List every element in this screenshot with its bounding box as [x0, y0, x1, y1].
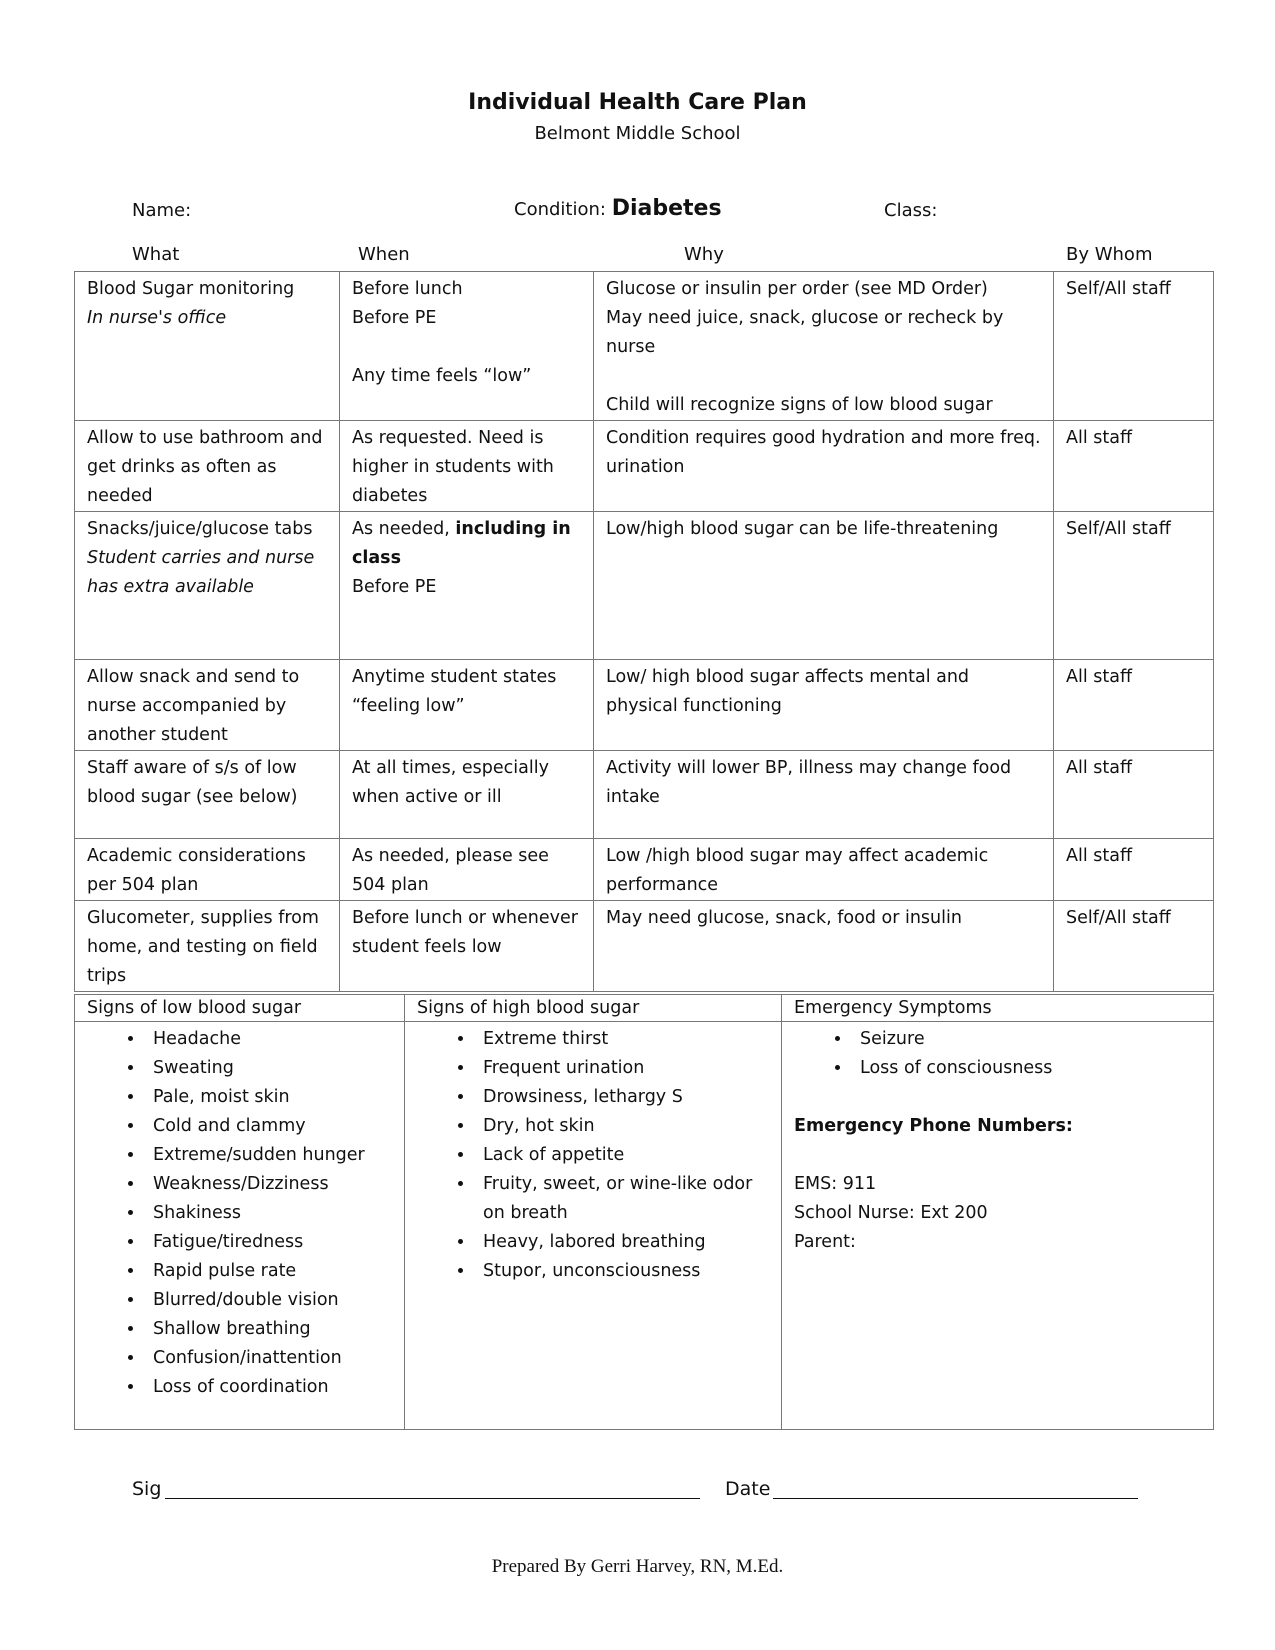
list-item: • Stupor, unconsciousness: [475, 1257, 771, 1286]
care-plan-table: [74, 271, 1214, 992]
emergency-title: Emergency Symptoms: [782, 995, 1214, 1022]
high-signs-title: Signs of high blood sugar: [405, 995, 782, 1022]
phone-parent: Parent:: [794, 1232, 856, 1252]
list-item: • Extreme/sudden hunger: [145, 1141, 394, 1170]
what-note: In nurse's office: [87, 308, 227, 328]
why-cell: Activity will lower BP, illness may change food intake: [594, 751, 1054, 839]
list-item: • Frequent urination: [475, 1054, 771, 1083]
table-row: [75, 751, 1214, 839]
high-signs-list: [405, 1025, 771, 1286]
date-line[interactable]: [773, 1498, 1138, 1499]
column-header-what: What: [132, 244, 180, 265]
signature-label: Sig: [132, 1478, 162, 1500]
why-cell: Condition requires good hydration and more freq. urination: [594, 421, 1054, 512]
school-name: Belmont Middle School: [534, 123, 741, 144]
phone-school-nurse: School Nurse: Ext 200: [794, 1203, 988, 1223]
who-cell: All staff: [1054, 421, 1214, 512]
why-cell: Glucose or insulin per order (see MD Order): [606, 279, 988, 299]
what-cell: Blood Sugar monitoring: [87, 279, 295, 299]
low-signs-list: [75, 1025, 394, 1402]
list-item: • Heavy, labored breathing: [475, 1228, 771, 1257]
list-item: • Seizure: [852, 1025, 1203, 1054]
phone-ems: EMS: 911: [794, 1174, 877, 1194]
signature-line[interactable]: [165, 1498, 700, 1499]
table-row: [75, 839, 1214, 901]
what-cell: Snacks/juice/glucose tabs: [87, 519, 313, 539]
when-cell: Before PE: [352, 577, 437, 597]
condition-value: Diabetes: [611, 196, 722, 221]
table-row: [75, 660, 1214, 751]
what-cell: Academic considerations per 504 plan: [75, 839, 340, 901]
why-cell: Low /high blood sugar may affect academic performance: [594, 839, 1054, 901]
what-cell: Allow snack and send to nurse accompanied by another student: [75, 660, 340, 751]
table-row: [75, 512, 1214, 660]
table-row: [75, 901, 1214, 992]
list-item: • Extreme thirst: [475, 1025, 771, 1054]
table-row: [75, 272, 1214, 421]
list-item: • Loss of coordination: [145, 1373, 394, 1402]
when-text: As needed,: [352, 519, 456, 539]
when-cell: Before PE: [352, 308, 437, 328]
signs-body-row: [75, 1022, 1214, 1430]
emergency-symptoms-list: [782, 1025, 1203, 1083]
column-header-when: When: [358, 244, 410, 265]
signs-table: [74, 994, 1214, 1430]
why-cell: Low/high blood sugar can be life-threatening: [594, 512, 1054, 660]
list-item: • Cold and clammy: [145, 1112, 394, 1141]
class-label: Class:: [884, 200, 938, 221]
list-item: • Shallow breathing: [145, 1315, 394, 1344]
list-item: • Sweating: [145, 1054, 394, 1083]
when-cell: At all times, especially when active or ill: [340, 751, 594, 839]
what-cell: Glucometer, supplies from home, and testing on field trips: [75, 901, 340, 992]
list-item: • Headache: [145, 1025, 394, 1054]
what-cell: Allow to use bathroom and get drinks as often as needed: [75, 421, 340, 512]
when-emphasis: including in class: [352, 519, 571, 568]
when-cell: Anytime student states “feeling low”: [340, 660, 594, 751]
phone-numbers-title: Emergency Phone Numbers:: [794, 1116, 1073, 1136]
when-cell: As requested. Need is higher in students with diabetes: [340, 421, 594, 512]
who-cell: Self/All staff: [1054, 512, 1214, 660]
who-cell: All staff: [1054, 839, 1214, 901]
list-item: • Pale, moist skin: [145, 1083, 394, 1112]
column-header-by-whom: By Whom: [1066, 244, 1153, 265]
date-label: Date: [725, 1478, 771, 1500]
list-item: • Drowsiness, lethargy S: [475, 1083, 771, 1112]
why-cell: Low/ high blood sugar affects mental and physical functioning: [594, 660, 1054, 751]
condition-label: Condition:: [514, 199, 606, 220]
list-item: • Confusion/inattention: [145, 1344, 394, 1373]
table-row: [75, 421, 1214, 512]
list-item: • Shakiness: [145, 1199, 394, 1228]
what-cell: Staff aware of s/s of low blood sugar (see below): [75, 751, 340, 839]
who-cell: Self/All staff: [1054, 272, 1214, 421]
when-note: Any time feels “low”: [352, 366, 532, 386]
list-item: • Rapid pulse rate: [145, 1257, 394, 1286]
why-cell: May need juice, snack, glucose or recheck by nurse: [606, 308, 1004, 357]
list-item: • Fruity, sweet, or wine-like odor on breath: [475, 1170, 771, 1228]
who-cell: All staff: [1054, 751, 1214, 839]
when-cell: [352, 515, 583, 573]
low-signs-title: Signs of low blood sugar: [75, 995, 405, 1022]
when-cell: As needed, please see 504 plan: [340, 839, 594, 901]
when-cell: Before lunch or whenever student feels low: [340, 901, 594, 992]
page-title: Individual Health Care Plan: [468, 90, 807, 115]
column-header-why: Why: [684, 244, 724, 265]
list-item: • Dry, hot skin: [475, 1112, 771, 1141]
why-cell: May need glucose, snack, food or insulin: [594, 901, 1054, 992]
why-note: Child will recognize signs of low blood sugar: [606, 395, 993, 415]
footer-prepared-by: Prepared By Gerri Harvey, RN, M.Ed.: [491, 1556, 784, 1577]
signs-header-row: [75, 995, 1214, 1022]
when-cell: Before lunch: [352, 279, 463, 299]
list-item: • Weakness/Dizziness: [145, 1170, 394, 1199]
list-item: • Blurred/double vision: [145, 1286, 394, 1315]
what-note: Student carries and nurse has extra available: [87, 548, 315, 597]
list-item: • Lack of appetite: [475, 1141, 771, 1170]
who-cell: Self/All staff: [1054, 901, 1214, 992]
list-item: • Fatigue/tiredness: [145, 1228, 394, 1257]
name-label: Name:: [132, 200, 192, 221]
condition-field: [514, 196, 722, 221]
who-cell: All staff: [1054, 660, 1214, 751]
list-item: • Loss of consciousness: [852, 1054, 1203, 1083]
